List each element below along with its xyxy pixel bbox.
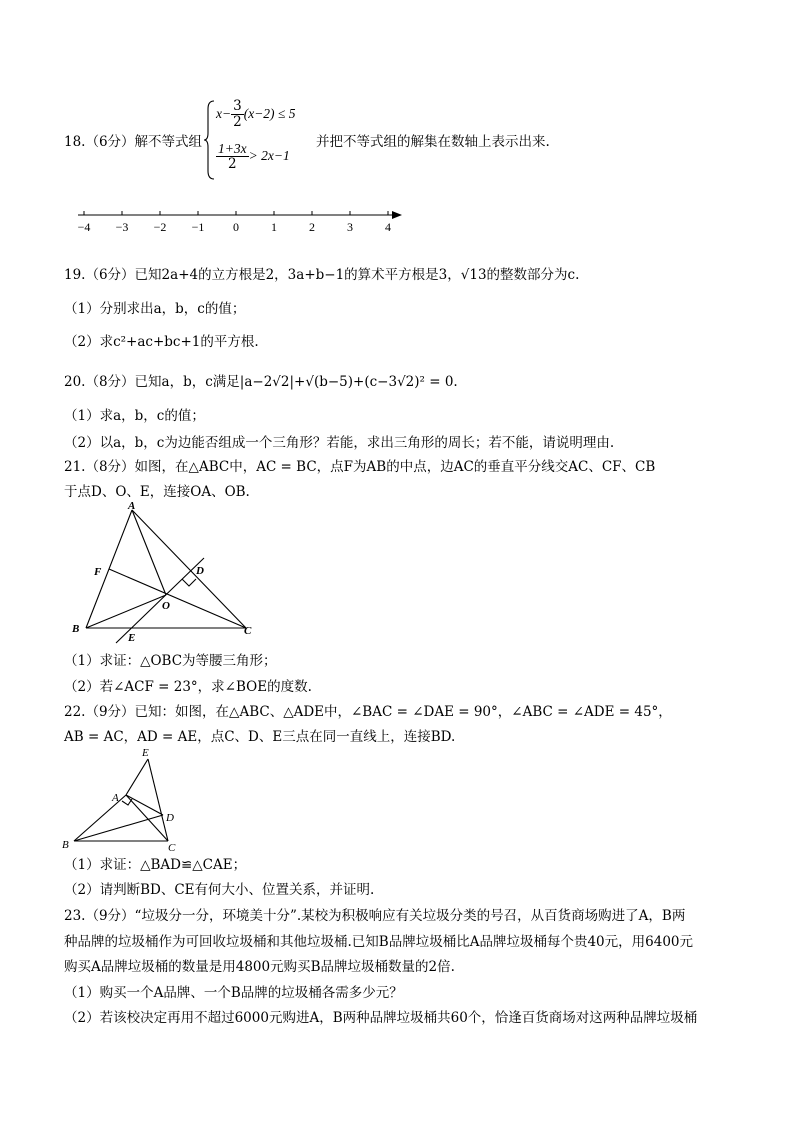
- q22-part-2: （2）请判断BD、CE有何大小、位置关系，并证明.: [64, 882, 375, 898]
- q23-stem-2: 种品牌的垃圾桶作为可回收垃圾桶和其他垃圾桶.已知B品牌垃圾桶比A品牌垃圾桶每个贵40元，用6400元: [64, 934, 693, 950]
- number-line-tick-label: 0: [233, 220, 239, 234]
- number-line-tick-label: 3: [347, 220, 353, 234]
- q21-right-angle-mark: [182, 579, 196, 586]
- q22-stem-2: AB = AC，AD = AE，点C、D、E三点在同一直线上，连接BD.: [64, 729, 456, 745]
- q19-part-1: （1）分别求出a，b，c的值；: [64, 301, 246, 317]
- q22-part-1: （1）求证：△BAD≌△CAE；: [64, 857, 247, 873]
- q18-ineq1-frac: [231, 99, 244, 130]
- q21-label-c: C: [244, 625, 252, 637]
- q23-part-2: （2）若该校决定再用不超过6000元购进A，B两种品牌垃圾桶共60个，恰逢百货商场对这两种品牌垃圾桶: [64, 1010, 698, 1026]
- q18-ineq-1: [216, 99, 295, 130]
- q19-part-2: （2）求c²+ac+bc+1的平方根.: [64, 334, 259, 350]
- q21-figure: [66, 500, 266, 650]
- q21-part-2: （2）若∠ACF = 23°，求∠BOE的度数.: [64, 679, 312, 695]
- q18-prefix: 18.（6分）解不等式组: [64, 134, 203, 150]
- q18-ineq-2: [216, 141, 290, 172]
- number-line-arrow-icon: [392, 211, 402, 219]
- number-line-tick-label: −1: [191, 220, 205, 234]
- q21-label-b: B: [72, 623, 80, 635]
- number-line-tick-label: 2: [309, 220, 315, 234]
- q18-ineq1-num: 3: [233, 98, 242, 114]
- q21-label-e: E: [128, 632, 136, 644]
- q22-label-c: C: [168, 842, 176, 854]
- q22-label-d: D: [166, 812, 174, 824]
- q22-segment-ea: [126, 759, 148, 795]
- q23-stem-3: 购买A品牌垃圾桶的数量是用4800元购买B品牌垃圾桶数量的2倍.: [64, 959, 455, 975]
- q20-stem: 20.（8分）已知a，b，c满足|a−2√2|+√(b−5)+(c−3√2)² = 0.: [64, 374, 458, 390]
- q19-stem: 19.（6分）已知2a+4的立方根是2，3a+b−1的算术平方根是3，√13的整数部分为c.: [64, 267, 580, 283]
- q20-part-1: （1）求a，b，c的值；: [64, 408, 205, 424]
- number-line-ticks: [78, 211, 391, 234]
- q21-label-o: O: [162, 600, 170, 612]
- number-line-tick-label: 1: [271, 220, 277, 234]
- q21-label-d: D: [196, 565, 204, 577]
- q21-label-f: F: [94, 566, 102, 578]
- q21-stem-1: 21.（8分）如图，在△ABC中，AC = BC，点F为AB的中点，边AC的垂直平分线交AC、CF、CB: [64, 459, 656, 475]
- q22-label-a: A: [112, 792, 119, 804]
- number-line-tick-label: −3: [115, 220, 129, 234]
- q22-label-b: B: [62, 839, 69, 851]
- q20-part-2: （2）以a，b，c为边能否组成一个三角形？若能，求出三角形的周长；若不能，请说明理由.: [64, 435, 615, 451]
- number-line-tick-label: −4: [77, 220, 91, 234]
- q18-ineq2-den: 2: [228, 156, 237, 172]
- q18-ineq2-num: 1+3x: [218, 141, 247, 156]
- q22-figure: [60, 745, 190, 855]
- brace-icon: [204, 99, 216, 181]
- number-line-tick-label: 4: [385, 220, 391, 234]
- q21-segment-ob: [86, 595, 166, 628]
- q18-ineq1-b: (x−2) ≤ 5: [243, 106, 296, 121]
- q22-segment-bd: [74, 815, 163, 841]
- q21-segment-cf: [109, 569, 246, 628]
- q18-ineq2-frac: [216, 141, 249, 172]
- q18-ineq2-b: > 2x−1: [248, 148, 290, 163]
- q22-stem-1: 22.（9分）已知：如图，在△ABC、△ADE中，∠BAC = ∠DAE = 90°，∠ABC = ∠ADE = 45°，: [64, 704, 672, 720]
- q21-part-1: （1）求证：△OBC为等腰三角形；: [64, 653, 277, 669]
- q21-segment-oa: [132, 510, 166, 595]
- q21-label-a: A: [128, 500, 136, 512]
- q23-part-1: （1）购买一个A品牌、一个B品牌的垃圾桶各需多少元？: [64, 985, 403, 1001]
- q18-ineq1-a: x−: [216, 106, 232, 121]
- q21-perpendicular-bisector: [116, 558, 204, 643]
- q18-ineq1-den: 2: [233, 114, 242, 130]
- q18-suffix: 并把不等式组的解集在数轴上表示出来.: [316, 134, 550, 150]
- q18-inequality-system: [204, 99, 316, 181]
- number-line: [70, 205, 420, 237]
- number-line-tick-label: −2: [153, 220, 167, 234]
- q21-stem-2: 于点D、O、E，连接OA、OB.: [64, 484, 250, 500]
- q23-stem-1: 23.（9分）“垃圾分一分，环境美十分”.某校为积极响应有关垃圾分类的号召，从百货商场购进了A，B两: [64, 908, 686, 924]
- q22-label-e: E: [142, 747, 149, 759]
- q22-segment-ac: [126, 795, 168, 841]
- q22-segment-ec: [148, 759, 168, 841]
